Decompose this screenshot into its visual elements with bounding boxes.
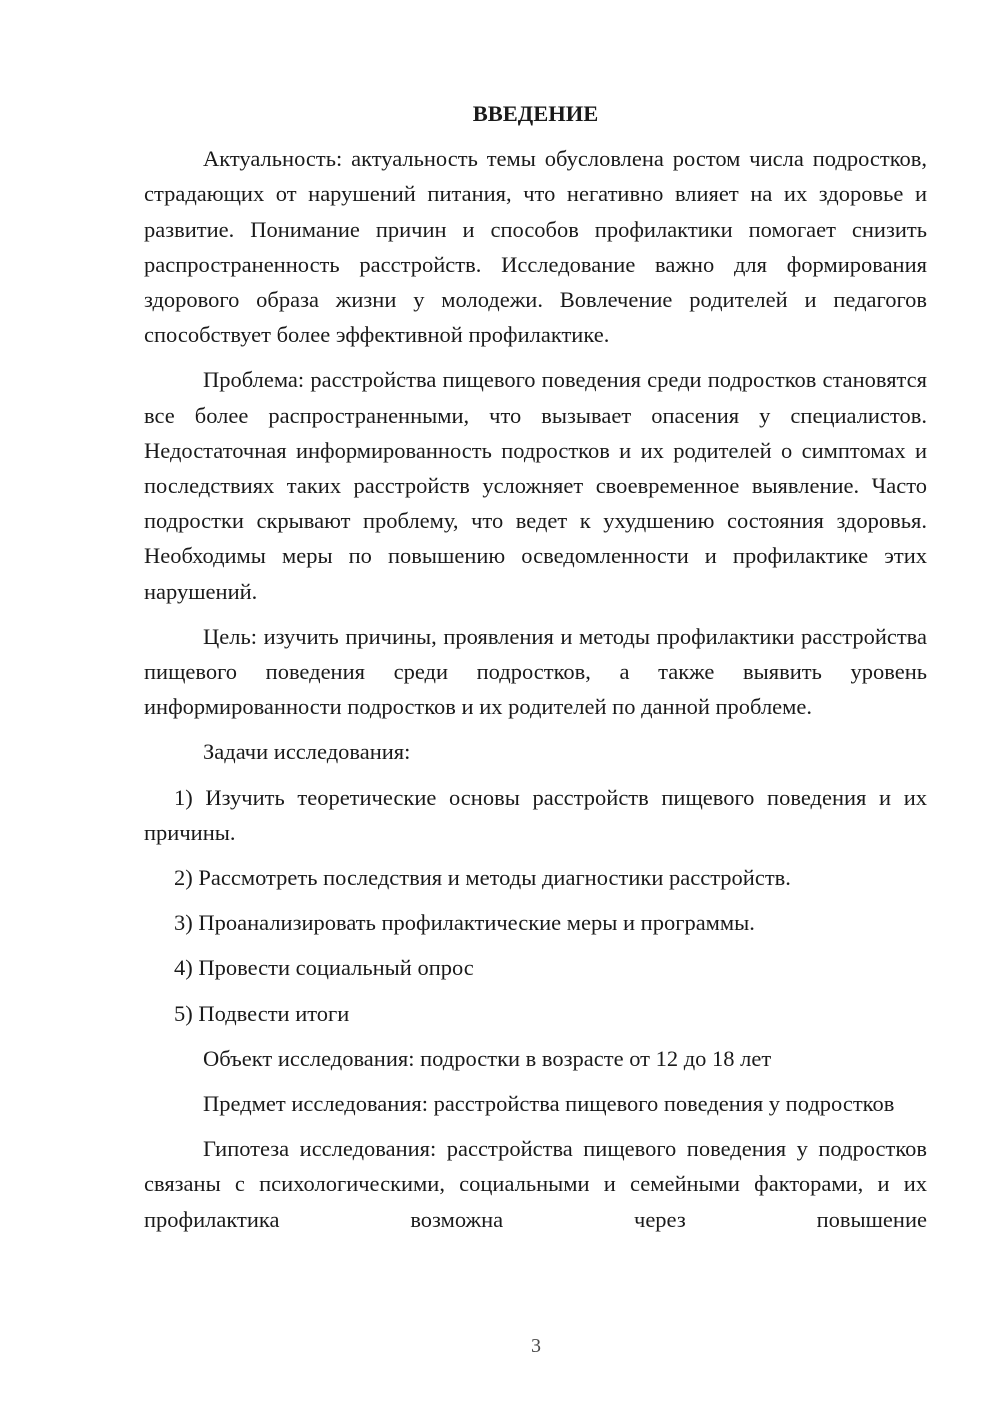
task-item-3: 3) Проанализировать профилактические меры и программы. xyxy=(174,910,755,936)
task-item-1: 1) Изучить теоретические основы расстройств пищевого поведения и их причины. xyxy=(144,784,927,845)
section-title: ВВЕДЕНИЕ xyxy=(472,101,599,126)
problem-paragraph: Проблема: расстройства пищевого поведения среди подростков становятся все более распространенными, что вызывает опасения у специалистов. Недостаточная информированность подростков и их родителей о симптомах и последствиях таких расстройств усложняет своевременное выявление. Часто подростки скрывают проблему, что ведет к ухудшению состояния здоровья. Необходимы меры по повышению осведомленности и профилактике этих нарушений. xyxy=(144,367,927,604)
page-number: 3 xyxy=(531,1335,541,1357)
research-subject: Предмет исследования: расстройства пищевого поведения у подростков xyxy=(203,1091,895,1117)
task-item-5: 5) Подвести итоги xyxy=(174,1000,350,1026)
research-hypothesis: Гипотеза исследования: расстройства пищевого поведения у подростков связаны с психологическими, социальными и семейными факторами, и их профилактика возможна через повышение xyxy=(144,1136,927,1232)
research-object: Объект исследования: подростки в возрасте от 12 до 18 лет xyxy=(203,1045,772,1071)
page-content xyxy=(144,96,927,1247)
relevance-paragraph: Актуальность: актуальность темы обусловлена ростом числа подростков, страдающих от нарушений питания, что негативно влияет на их здоровье и развитие. Понимание причин и способов профилактики помогает снизить распространенность расстройств. Исследование важно для формирования здорового образа жизни у молодежи. Вовлечение родителей и педагогов способствует более эффективной профилактике. xyxy=(144,146,927,348)
tasks-heading: Задачи исследования: xyxy=(203,739,411,765)
goal-paragraph: Цель: изучить причины, проявления и методы профилактики расстройства пищевого поведения среди подростков, а также выявить уровень информированности подростков и их родителей по данной проблеме. xyxy=(144,623,927,720)
task-item-2: 2) Рассмотреть последствия и методы диагностики расстройств. xyxy=(174,865,791,891)
task-item-4: 4) Провести социальный опрос xyxy=(174,955,474,981)
